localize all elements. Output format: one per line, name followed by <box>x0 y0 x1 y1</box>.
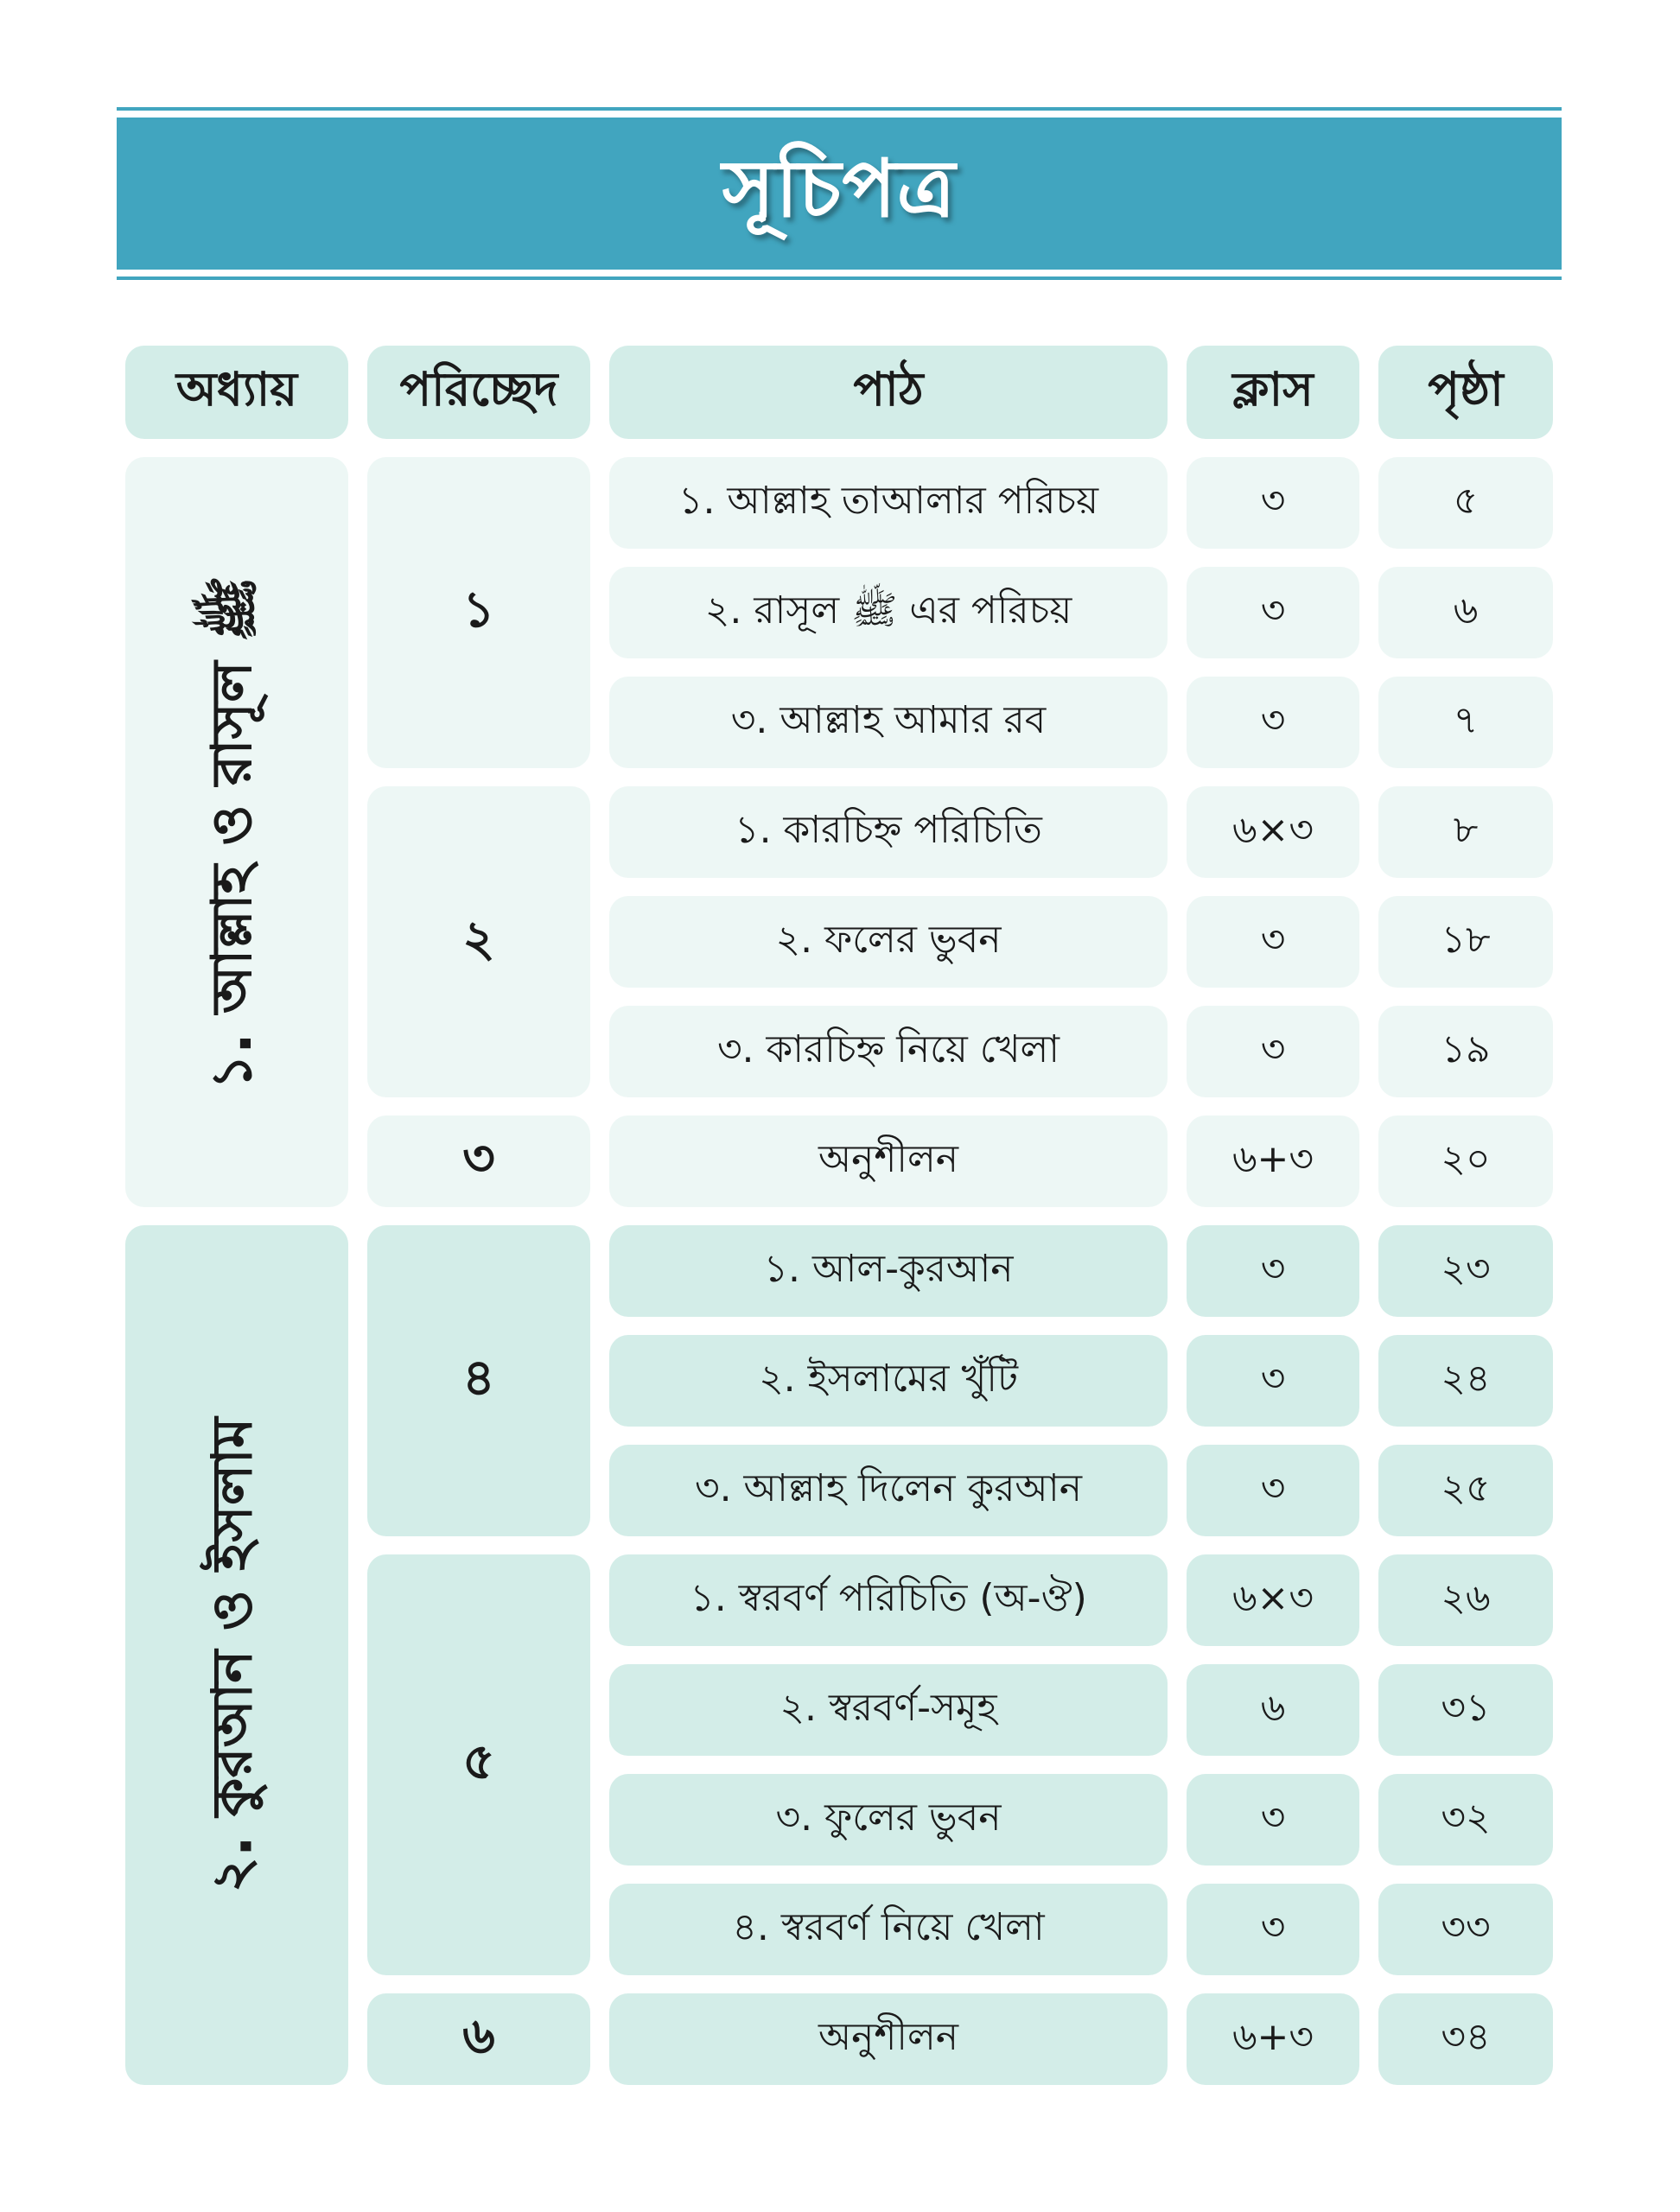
header-section: পরিচ্ছেদ <box>367 346 590 439</box>
classes-cell: ৩ <box>1187 1884 1359 1975</box>
classes-cell: ৩ <box>1187 1335 1359 1427</box>
section-1-cell: ১ <box>367 457 590 768</box>
page-cell: ৩৩ <box>1378 1884 1553 1975</box>
contents-table <box>125 346 1555 2087</box>
section-6-cell: ৬ <box>367 1993 590 2085</box>
section-4-cell: ৪ <box>367 1225 590 1536</box>
page-cell: ৬ <box>1378 567 1553 658</box>
lesson-cell: ৩. আল্লাহ দিলেন কুরআন <box>609 1445 1168 1536</box>
chapter-2-cell <box>125 1225 348 2085</box>
lesson-cell: ৩. কারচিহ্ন নিয়ে খেলা <box>609 1006 1168 1097</box>
header-lesson: পাঠ <box>609 346 1168 439</box>
classes-cell: ৩ <box>1187 1445 1359 1536</box>
page-cell: ১৮ <box>1378 896 1553 988</box>
page-cell: ৩৪ <box>1378 1993 1553 2085</box>
lesson-cell: অনুশীলন <box>609 1993 1168 2085</box>
page-cell: ২৩ <box>1378 1225 1553 1317</box>
classes-cell: ৬+৩ <box>1187 1116 1359 1207</box>
classes-cell: ৬ <box>1187 1664 1359 1756</box>
classes-cell: ৬×৩ <box>1187 786 1359 878</box>
section-3-cell: ৩ <box>367 1116 590 1207</box>
classes-cell: ৩ <box>1187 1006 1359 1097</box>
classes-cell: ৬×৩ <box>1187 1554 1359 1646</box>
page-title: সূচিপত্র <box>722 143 957 235</box>
section-5-cell: ৫ <box>367 1554 590 1975</box>
page-cell: ৩১ <box>1378 1664 1553 1756</box>
lesson-cell: ১. আল-কুরআন <box>609 1225 1168 1317</box>
lesson-cell: ১. স্বরবর্ণ পরিচিতি (অ-ঔ) <box>609 1554 1168 1646</box>
lesson-cell: অনুশীলন <box>609 1116 1168 1207</box>
lesson-cell: ২. রাসূল ﷺ এর পরিচয় <box>609 567 1168 658</box>
classes-cell: ৩ <box>1187 567 1359 658</box>
classes-cell: ৩ <box>1187 1225 1359 1317</box>
page-cell: ১৯ <box>1378 1006 1553 1097</box>
classes-cell: ৬+৩ <box>1187 1993 1359 2085</box>
classes-cell: ৩ <box>1187 457 1359 549</box>
page-cell: ২৫ <box>1378 1445 1553 1536</box>
chapter-2-label: ২. কুরআন ও ইসলাম <box>200 1417 265 1893</box>
page-cell: ৫ <box>1378 457 1553 549</box>
lesson-cell: ১. কারচিহ্ন পরিচিতি <box>609 786 1168 878</box>
lesson-cell: ২. ইসলামের খুঁটি <box>609 1335 1168 1427</box>
section-2-cell: ২ <box>367 786 590 1097</box>
chapter-1-label: ১. আল্লাহ ও রাসূল ﷺ <box>200 575 265 1090</box>
lesson-cell: ৩. ফুলের ভুবন <box>609 1774 1168 1866</box>
lesson-cell: ২. স্বরবর্ণ-সমূহ <box>609 1664 1168 1756</box>
page-cell: ৮ <box>1378 786 1553 878</box>
classes-cell: ৩ <box>1187 1774 1359 1866</box>
page-cell: ২৪ <box>1378 1335 1553 1427</box>
header-page: পৃষ্ঠা <box>1378 346 1553 439</box>
classes-cell: ৩ <box>1187 677 1359 768</box>
header-chapter: অধ্যায় <box>125 346 348 439</box>
page-cell: ৭ <box>1378 677 1553 768</box>
page-cell: ৩২ <box>1378 1774 1553 1866</box>
title-banner <box>117 107 1562 280</box>
page-cell: ২৬ <box>1378 1554 1553 1646</box>
title-banner-fill <box>117 118 1562 270</box>
page-cell: ২০ <box>1378 1116 1553 1207</box>
lesson-cell: ৩. আল্লাহ আমার রব <box>609 677 1168 768</box>
header-classes: ক্লাস <box>1187 346 1359 439</box>
chapter-1-cell <box>125 457 348 1207</box>
classes-cell: ৩ <box>1187 896 1359 988</box>
lesson-cell: ১. আল্লাহ তাআলার পরিচয় <box>609 457 1168 549</box>
lesson-cell: ৪. স্বরবর্ণ নিয়ে খেলা <box>609 1884 1168 1975</box>
lesson-cell: ২. ফলের ভুবন <box>609 896 1168 988</box>
